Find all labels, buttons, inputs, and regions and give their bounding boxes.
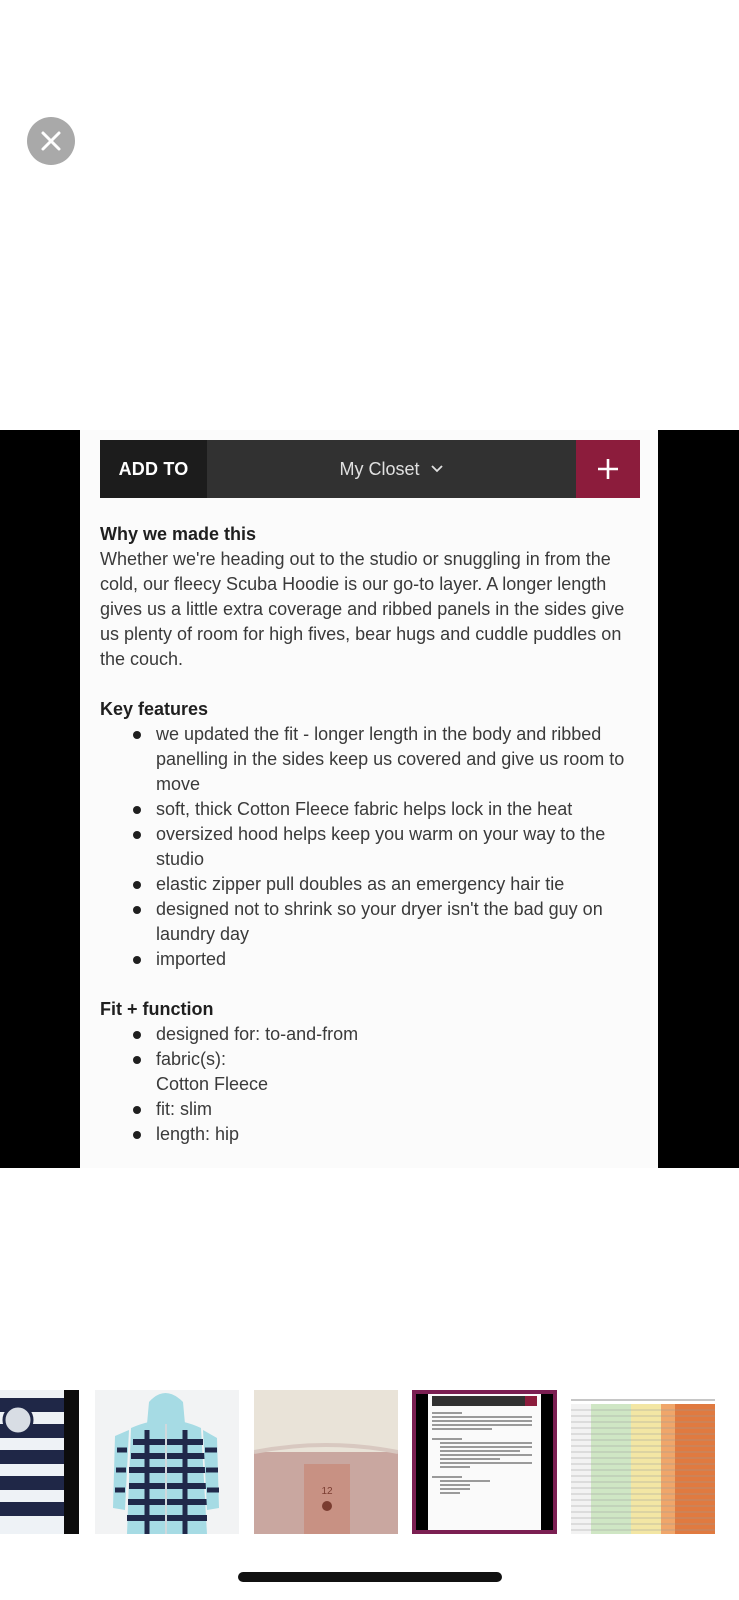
why-title: Why we made this [100,524,257,544]
description-panel [80,430,658,1168]
why-text: Whether we're heading out to the studio or snuggling in from the cold, our fleecy Scuba Hoodie is our go-to layer. A longer length gives us a little extra coverage and ribbed panels in the sides give us plenty of room for high fives, bear hugs and cuddle puddles on the couch. [100,549,625,669]
fit-list [100,1022,640,1147]
list-item: elastic zipper pull doubles as an emergency hair tie [100,872,640,897]
list-item: oversized hood helps keep you warm on your way to the studio [100,822,640,872]
list-item: imported [100,947,640,972]
thumbnail-hoodie-model[interactable] [95,1390,239,1534]
features-title: Key features [100,699,209,719]
list-item: we updated the fit - longer length in the body and ribbed panelling in the sides keep us covered and give us room to move [100,722,640,797]
thumbnail-striped-hood[interactable] [0,1390,79,1534]
list-item: fit: slim [100,1097,640,1122]
thumbnail-strip [0,1390,739,1534]
description-content [100,522,640,1168]
add-to-label: ADD TO [100,440,207,498]
fabric-label: fabric(s): [156,1049,227,1069]
list-item: designed for: to-and-from [100,1022,640,1047]
fabric-value: Cotton Fleece [156,1074,269,1094]
closet-select-label: My Closet [339,458,420,479]
closet-select[interactable] [207,440,576,498]
home-indicator[interactable] [238,1572,502,1582]
close-button[interactable] [27,117,75,165]
thumbnail-care-label[interactable] [254,1390,398,1534]
chevron-down-icon [430,464,444,474]
product-description-image [0,430,739,1168]
list-item: designed not to shrink so your dryer isn't the bad guy on laundry day [100,897,640,947]
list-item [100,1047,640,1097]
add-button[interactable] [576,440,640,498]
add-to-bar [100,440,640,498]
close-icon [40,130,62,152]
features-list [100,722,640,972]
svg-text:12: 12 [321,1486,333,1497]
list-item: soft, thick Cotton Fleece fabric helps lock in the heat [100,797,640,822]
plus-icon [597,458,619,480]
list-item: length: hip [100,1122,640,1147]
thumbnail-price-table[interactable] [571,1390,715,1534]
fit-title: Fit + function [100,999,214,1019]
thumbnail-description-screenshot[interactable] [412,1390,557,1534]
